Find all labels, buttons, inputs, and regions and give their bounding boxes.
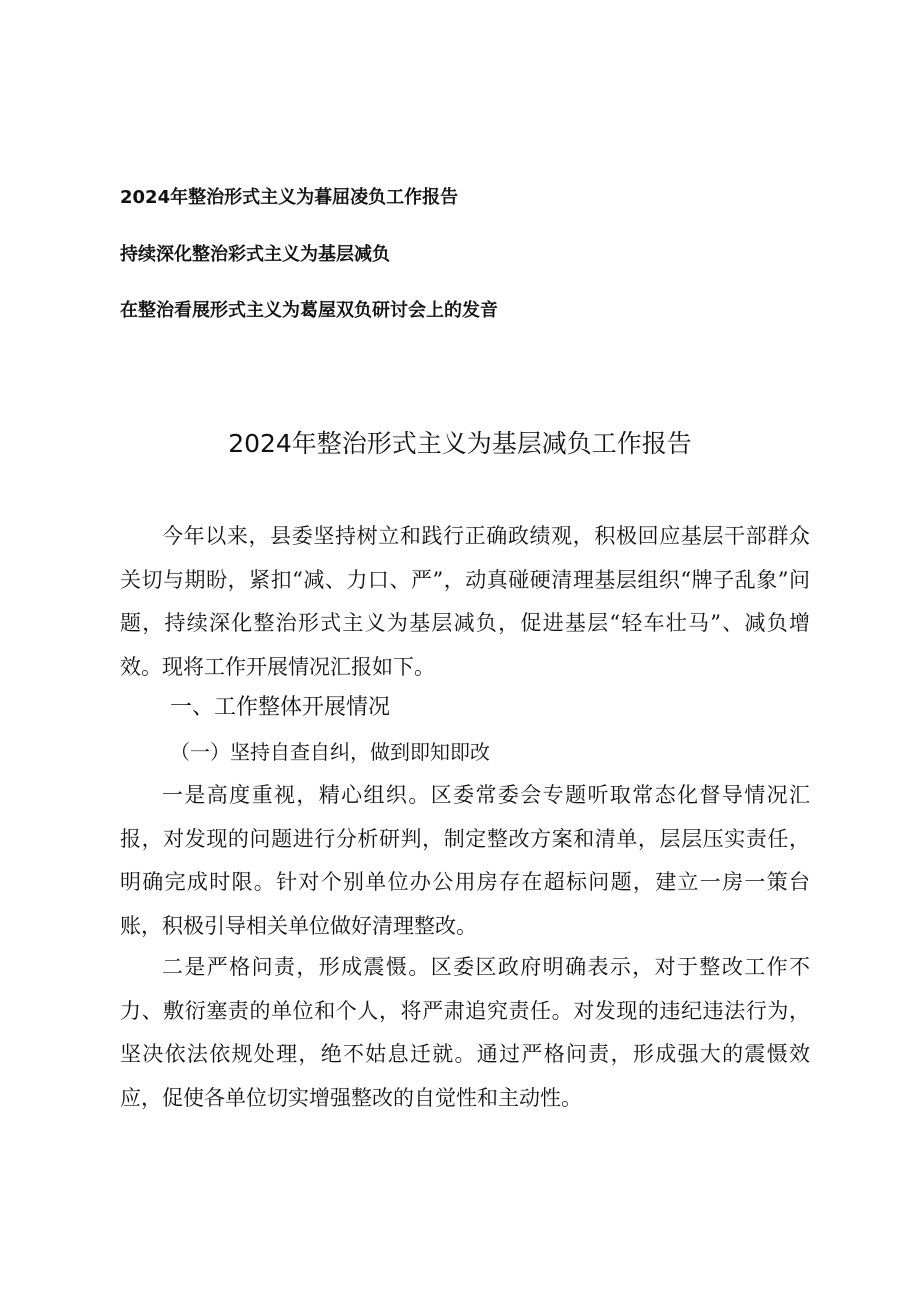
toc-item: 持续深化整治彩式主义为基层减负: [120, 244, 390, 265]
intro-paragraph: 今年以来，县委坚持树立和践行正确政绩观，积极回应基层干部群众关切与期盼，紧扣“减、力口、严”，动真碰硬清理基层组织“牌子乱象”问题，持续深化整治形式主义为基层减负，促进基层“轻车壮马”、减负增效。现将工作开展情况汇报如下。: [120, 524, 810, 679]
body-paragraph: 一是高度重视，精心组织。区委常委会专题听取常态化督导情况汇报，对发现的问题进行分析研判，制定整改方案和清单，层层压实责任，明确完成时限。针对个别单位办公用房存在超标问题，建立一房一策台账，积极引导相关单位做好清理整改。: [120, 783, 810, 938]
document-title: 2024年整治形式主义为基层减负工作报告: [228, 429, 692, 458]
toc-item: 在整治看展形式主义为葛屋双负研讨会上的发音: [120, 300, 498, 321]
toc-item: 2024年整治形式主义为暮屈凌负工作报告: [120, 187, 459, 208]
section-heading: 一、工作整体开展情况: [170, 695, 391, 720]
body-paragraph: 二是严格问责，形成震慑。区委区政府明确表示，对于整改工作不力、敷衍塞责的单位和个人，将严肃追究责任。对发现的违纪违法行为，坚决依法依规处理，绝不姑息迁就。通过严格问责，形成强大的震慑效应，促使各单位切实增强整改的自觉性和主动性。: [120, 955, 810, 1110]
subsection-heading: （一）坚持自查自纠，做到即知即改: [170, 740, 490, 764]
